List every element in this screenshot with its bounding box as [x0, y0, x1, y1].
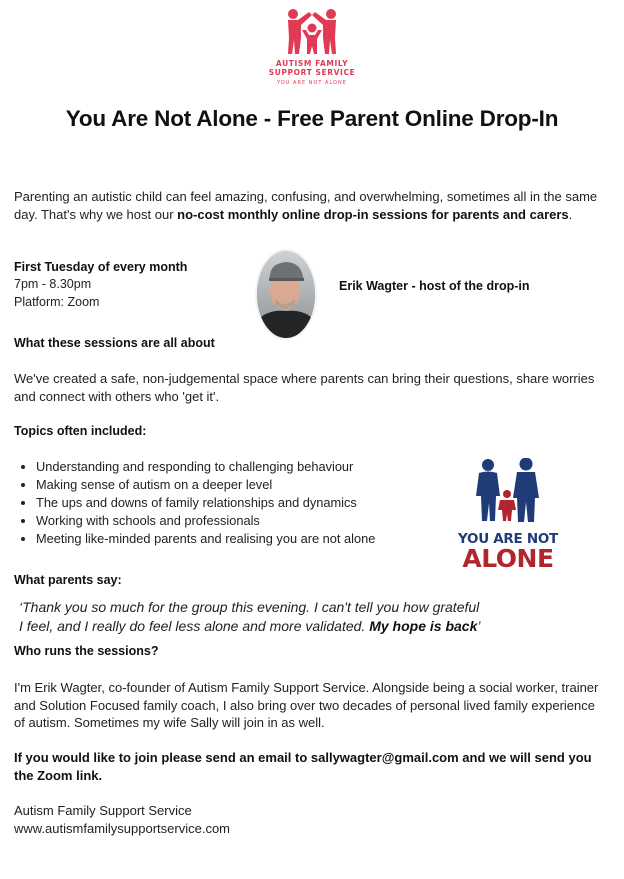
topic-item: • Making sense of autism on a deeper level [36, 476, 375, 494]
quote-end: ’ [477, 618, 481, 634]
topic-item: • Working with schools and professionals [36, 512, 375, 530]
topic-item: • Understanding and responding to challenging behaviour [36, 458, 375, 476]
schedule-day: First Tuesday of every month [14, 260, 188, 274]
quote-text: I feel, and I really do feel less alone and more validated. [19, 618, 370, 634]
not-alone-badge [438, 458, 578, 571]
portrait-image [257, 251, 315, 338]
host-portrait [255, 249, 317, 340]
logo-tagline: YOU ARE NOT ALONE [277, 80, 347, 86]
intro-paragraph [14, 188, 614, 223]
schedule-platform: Platform: Zoom [14, 295, 100, 309]
logo-name-line1: AUTISM FAMILY [275, 59, 349, 68]
call-to-action: If you would like to join please send an email to sallywagter@gmail.com and we will send you the Zoom link. [14, 750, 592, 783]
footer-org: Autism Family Support Service [14, 803, 192, 818]
family-silhouette-icon [473, 458, 543, 524]
badge-line1: YOU ARE NOT [458, 531, 558, 547]
quote-line1: ‘Thank you so much for the group this evening. I can't tell you how grateful [19, 599, 480, 615]
topics-list [14, 458, 375, 548]
host-caption: Erik Wagter - host of the drop-in [339, 279, 530, 293]
badge-line2: ALONE [462, 544, 554, 573]
quote-line2 [19, 617, 481, 636]
page-title: You Are Not Alone - Free Parent Online Drop-In [65, 106, 559, 131]
intro-emphasis: no-cost monthly online drop-in sessions for parents and carers [177, 206, 569, 222]
topic-item: • Meeting like-minded parents and realising you are not alone [36, 530, 375, 548]
about-heading: What these sessions are all about [14, 336, 215, 350]
quote-emphasis: My hope is back [369, 618, 478, 634]
intro-end: . [568, 206, 573, 222]
family-house-icon [284, 8, 340, 56]
intro-text: Parenting an autistic child can feel amazing, confusing, and overwhelming, sometimes all in the same day. That's why we host our [14, 189, 598, 222]
about-text: We've created a safe, non-judgemental space where parents can bring their questions, share worries and connect with others who 'get it'. [14, 371, 595, 404]
topic-item: • The ups and downs of family relationships and dynamics [36, 494, 375, 512]
testimonial-heading: What parents say: [14, 573, 122, 587]
topics-heading: Topics often included: [14, 424, 147, 438]
runner-heading: Who runs the sessions? [14, 644, 159, 658]
logo [258, 8, 366, 86]
runner-text: I'm Erik Wagter, co-founder of Autism Family Support Service. Alongside being a social worker, trainer and Solution Focused family coach, I also bring over two decades of personal lived family experience of autism. Sometimes my wife Sally will join in as well. [14, 680, 599, 730]
testimonial-quote [19, 598, 481, 636]
logo-name [258, 59, 366, 77]
schedule-time: 7pm - 8.30pm [14, 277, 92, 291]
footer-website[interactable]: www.autismfamilysupportservice.com [14, 821, 231, 836]
logo-name-line2: SUPPORT SERVICE [268, 68, 356, 77]
